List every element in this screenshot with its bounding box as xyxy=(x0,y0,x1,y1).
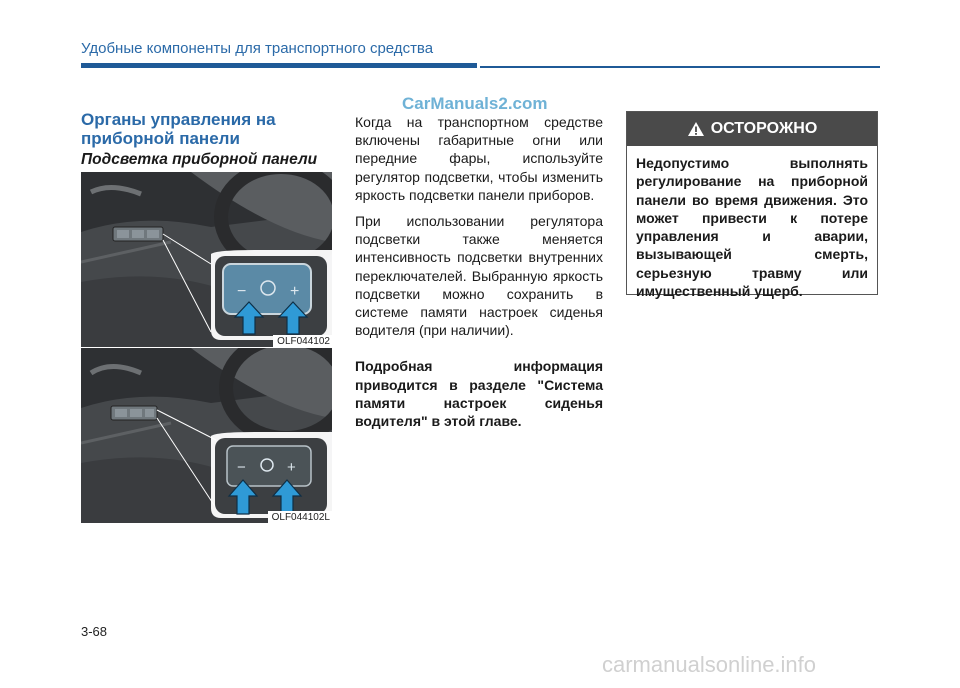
svg-text:−: − xyxy=(237,283,247,300)
svg-text:−: − xyxy=(237,459,246,476)
header-rule-thin xyxy=(480,66,880,68)
footer-watermark: carmanualsonline.info xyxy=(602,652,817,677)
warning-box xyxy=(626,111,878,300)
warning-text: Недопустимо выполнять регулирование на приборной панели во время движения. Это может привести к потере управления и аварии, вызывающей смерть, серьезную травму или имущественный ущерб. xyxy=(636,155,868,300)
figure-type-b xyxy=(81,348,332,523)
body-note: Подробная информация приводится в разделе "Система памяти настроек сиденья водителя" в этой главе. xyxy=(355,358,603,430)
watermark-carmanuals: CarManuals2.com xyxy=(402,94,548,113)
figure-type-a xyxy=(81,172,332,347)
dashboard-illustration-a xyxy=(81,172,332,347)
svg-text:+: + xyxy=(290,283,300,300)
warning-triangle-icon xyxy=(687,121,705,137)
header-rule-thick xyxy=(81,63,477,68)
body-paragraph: Когда на транспортном средстве включены габаритные огни или передние фары, используйте регулятор подсветки, чтобы изменить яркость подсветки панели приборов. xyxy=(355,114,603,203)
warning-header xyxy=(627,112,877,146)
subsection-title: Подсветка приборной панели xyxy=(81,151,318,168)
svg-text:+: + xyxy=(287,459,296,476)
figure-a-code: OLF044102 xyxy=(273,335,332,347)
warning-title: ОСТОРОЖНО xyxy=(710,120,818,137)
body-paragraph: При использовании регулятора подсветки также меняется интенсивность подсветки внутренних переключателей. Выбранную яркость подсветки можно сохранить в системе памяти настроек сиденья водителя (при наличии). xyxy=(355,213,603,339)
section-title: Органы управления на приборной панели xyxy=(81,110,276,148)
page-number: 3-68 xyxy=(81,624,108,639)
figure-b-code: OLF044102L xyxy=(268,511,332,523)
running-header: Удобные компоненты для транспортного средства xyxy=(81,40,434,57)
body-text-column xyxy=(355,113,603,438)
dashboard-illustration-b xyxy=(81,348,332,523)
